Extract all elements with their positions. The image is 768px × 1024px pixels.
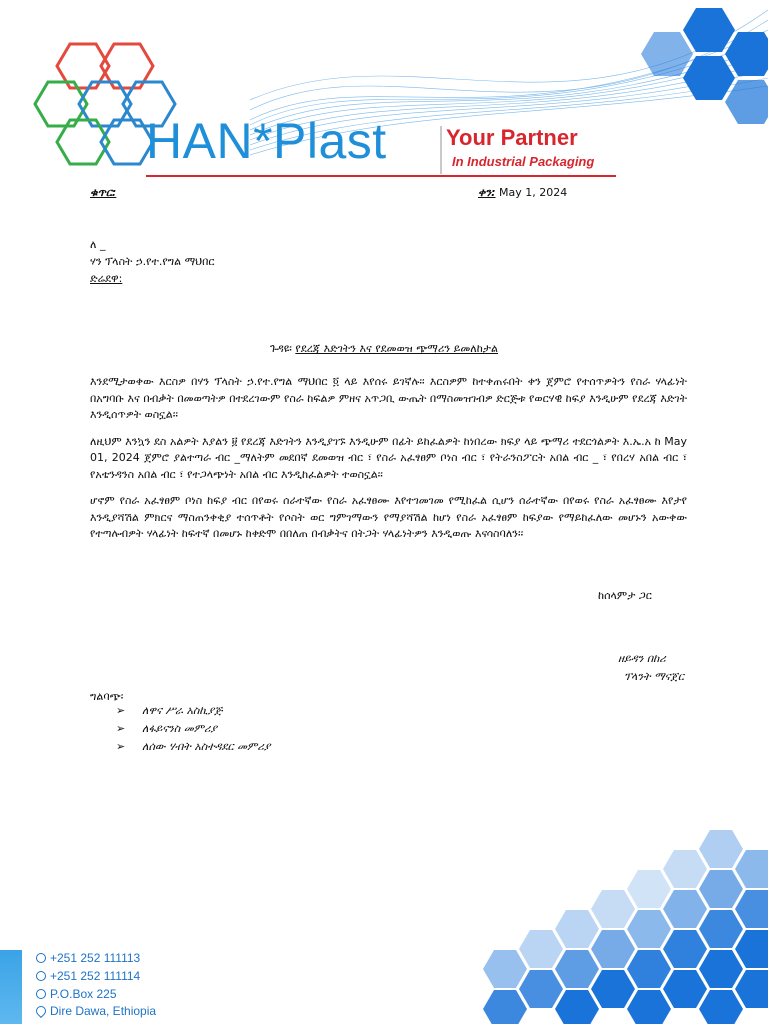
header-divider bbox=[146, 175, 616, 177]
date-line bbox=[478, 184, 567, 201]
subject-line bbox=[0, 340, 768, 357]
signer-name: ዘይዳን በከሪ bbox=[618, 652, 666, 665]
reference-label: ቁጥር: bbox=[90, 186, 117, 199]
arrow-bullet-icon: ➢ bbox=[116, 740, 126, 753]
phone-icon bbox=[36, 971, 46, 981]
body-paragraph-3: ሆኖም የስራ አፈፃፀም ቦነስ ከፍያ ብር በየወሩ ሰራተኛው የስራ አፈፃፀሙ እየተገመገመ የሚከፈል ሲሆን ሰራተኛው በየወሩ የስራ አፈፃፀሙ እየታየ እንዲያሻሽል ምክርና ማስጠንቀቂያ ተሰጥቶት የሶስት ወር ግምገማውን የማያሻሽል ከሆነ የስራ አፈፃፀም ከፍያው የማይከፈለው መሆኑን አውቀው የተጣሉብዎት ሃላፊነት ከፍተኛ በመሆኑ ከቀድሞ በበለጠ በብቃትና በትጋት ሃላፊነትዎን እንዲወጡ እናሳስባለን፡፡ bbox=[90, 494, 688, 540]
cc-list bbox=[116, 702, 270, 756]
cc-item: ➢ ለዋና ሥራ አስኪያጅ bbox=[116, 702, 270, 720]
date-label: ቀን: bbox=[478, 186, 496, 199]
recipient-location: ድሬደዋ: bbox=[90, 272, 123, 286]
cc-item: ➢ ለሰው ሃብት አስተዳደር መምሪያ bbox=[116, 738, 270, 756]
letter-body bbox=[90, 374, 687, 543]
hexagon-decoration-bottom bbox=[478, 820, 768, 1024]
recipient-to: ለ _ bbox=[90, 238, 106, 251]
phone-icon bbox=[36, 953, 46, 963]
mailbox-icon bbox=[36, 989, 46, 999]
contact-city: Dire Dawa, Ethiopia bbox=[36, 1005, 156, 1017]
closing-greeting: ከሰላምታ ጋር bbox=[598, 589, 652, 602]
tagline-sub: In Industrial Packaging bbox=[452, 154, 595, 169]
footer-accent-bar bbox=[0, 950, 22, 1024]
date-value: May 1, 2024 bbox=[499, 186, 568, 199]
cc-list-container bbox=[116, 702, 270, 756]
subject-text: የደረጃ እድገትን እና የደመወዝ ጭማሪን ይመለከታል bbox=[295, 342, 499, 355]
signer-title: ፕላንት ማናጀር bbox=[624, 670, 684, 683]
company-logo-text: HAN*Plast bbox=[146, 113, 387, 169]
arrow-bullet-icon: ➢ bbox=[116, 704, 126, 717]
recipient-company: ሃን ፕላስት ኃ.የተ.የግል ማህበር bbox=[90, 255, 215, 269]
subject-prefix: ጉዳዩ፡ bbox=[269, 342, 292, 355]
tagline-main: Your Partner bbox=[446, 125, 578, 150]
contact-phone-1: +251 252 111113 bbox=[36, 952, 140, 964]
contact-pobox: P.O.Box 225 bbox=[36, 988, 117, 1000]
cc-label: ግልባጭ፡ bbox=[90, 690, 124, 703]
cc-item: ➢ ለፋይናንስ መምሪያ bbox=[116, 720, 270, 738]
location-pin-icon bbox=[34, 1004, 48, 1018]
arrow-bullet-icon: ➢ bbox=[116, 722, 126, 735]
body-paragraph-1: እንደሚታወቀው እርስዎ በሃን ፕላስት ኃ.የተ.የግል ማህበር ፬ ላይ እየሰሩ ይገኛሉ፡፡ እርስዎም ከተቀጠሩበት ቀን ጀምሮ የተሰጥዎትን የስራ ሃላፊነት በአግባቡ እና በብቃት በመወጣትዎ በተደረገውም የስራ ከፍልዎ ምዘና አጥጋቢ ውጤት በማስመዝገብዎ ድርጅቱ የወርሃዊ ከፍያ እንዲሁም የደረጃ እድገት እንዲሰጥዎት ወስኗል፡፡ bbox=[90, 375, 687, 421]
recipient-block bbox=[90, 236, 215, 287]
contact-phone-2: +251 252 111114 bbox=[36, 970, 140, 982]
body-paragraph-2: ለዚህም እንኳን ደስ አልዎት እያልን ፱ የደረጃ እድገትን እንዲያገኙ እንዲሁም በፊት ይከፈልዎት ከነበረው ክፍያ ላይ ጭማሪ ተደርጎልዎት እ.ኤ.አ ከ May 01, 2024 ጀምሮ ያልተጣራ ብር _ማለትም መደበኛ ደመወዝ ብር ፣ የስራ አፈፃፀም ቦነስ ብር ፣ የትራንስፖርት አበል ብር _ ፣ የበረሃ አበል ብር ፣ የአቴንዳንስ አበል ብር ፣ የተጋላጭነት አበል ብር እንዲከፈልዎት ተወስኗል፡፡ bbox=[90, 434, 687, 481]
